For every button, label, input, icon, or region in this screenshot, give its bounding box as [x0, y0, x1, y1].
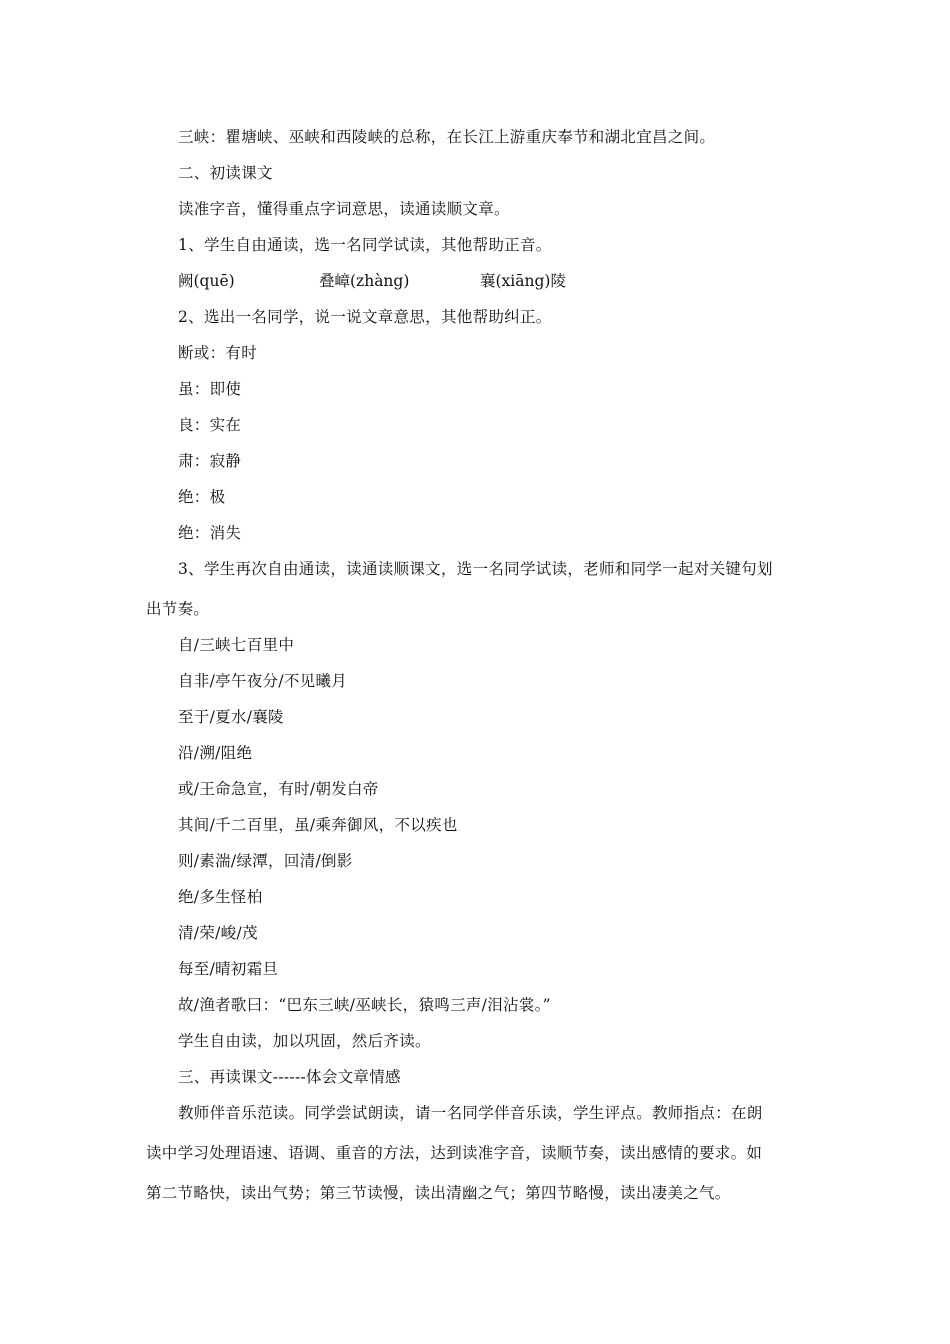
- gloss-item: 肃：寂静: [178, 452, 242, 470]
- rhythm-line: 每至/晴初霜旦: [178, 960, 279, 978]
- gloss-item: 绝：消失: [178, 524, 242, 542]
- rhythm-line: 清/荣/峻/茂: [178, 924, 258, 942]
- rhythm-line: 绝/多生怪柏: [178, 888, 263, 906]
- rhythm-line: 其间/千二百里，虽/乘奔御风，不以疾也: [178, 816, 458, 834]
- section-heading-reread: 三、再读课文------体会文章情感: [178, 1068, 401, 1086]
- paragraph-reading-goal: 读准字音，懂得重点字词意思，读通读顺文章。: [178, 200, 510, 218]
- section-heading-first-reading: 二、初读课文: [178, 164, 273, 182]
- pinyin-item: 阙(quē): [178, 272, 235, 290]
- pinyin-item: 叠嶂(zhàng): [319, 272, 410, 290]
- step-3-text-continued: 出节奏。: [146, 600, 210, 618]
- paragraph-teacher-reading: 教师伴音乐范读。同学尝试朗读，请一名同学伴音乐读，学生评点。教师指点：在朗: [178, 1104, 763, 1122]
- paragraph-consolidate: 学生自由读，加以巩固，然后齐读。: [178, 1032, 431, 1050]
- rhythm-line: 故/渔者歌曰：“巴东三峡/巫峡长，猿鸣三声/泪沾裳。”: [178, 996, 551, 1014]
- rhythm-line: 或/王命急宣，有时/朝发白帝: [178, 780, 379, 798]
- pinyin-item: 襄(xiāng)陵: [480, 272, 566, 290]
- step-2-text: 2、选出一名同学，说一说文章意思，其他帮助纠正。: [178, 308, 552, 326]
- step-3-text: 3、学生再次自由通读，读通读顺课文，选一名同学试读，老师和同学一起对关键句划: [178, 560, 773, 578]
- paragraph-teacher-reading-continued: 第二节略快，读出气势；第三节读慢，读出清幽之气；第四节略慢，读出凄美之气。: [146, 1184, 731, 1202]
- gloss-item: 断或：有时: [178, 344, 258, 362]
- rhythm-line: 至于/夏水/襄陵: [178, 708, 284, 726]
- gloss-item: 良：实在: [178, 416, 242, 434]
- gloss-item: 虽：即使: [178, 380, 242, 398]
- gloss-item: 绝：极: [178, 488, 226, 506]
- rhythm-line: 则/素湍/绿潭，回清/倒影: [178, 852, 353, 870]
- rhythm-line: 沿/溯/阻绝: [178, 744, 253, 762]
- step-1-text: 1、学生自由通读，选一名同学试读，其他帮助正音。: [178, 236, 552, 254]
- paragraph-three-gorges-definition: 三峡：瞿塘峡、巫峡和西陵峡的总称，在长江上游重庆奉节和湖北宜昌之间。: [178, 128, 716, 146]
- rhythm-line: 自/三峡七百里中: [178, 636, 295, 654]
- rhythm-line: 自非/亭午夜分/不见曦月: [178, 672, 348, 690]
- paragraph-teacher-reading-continued: 读中学习处理语速、语调、重音的方法，达到读准字音，读顺节奏，读出感情的要求。如: [146, 1144, 763, 1162]
